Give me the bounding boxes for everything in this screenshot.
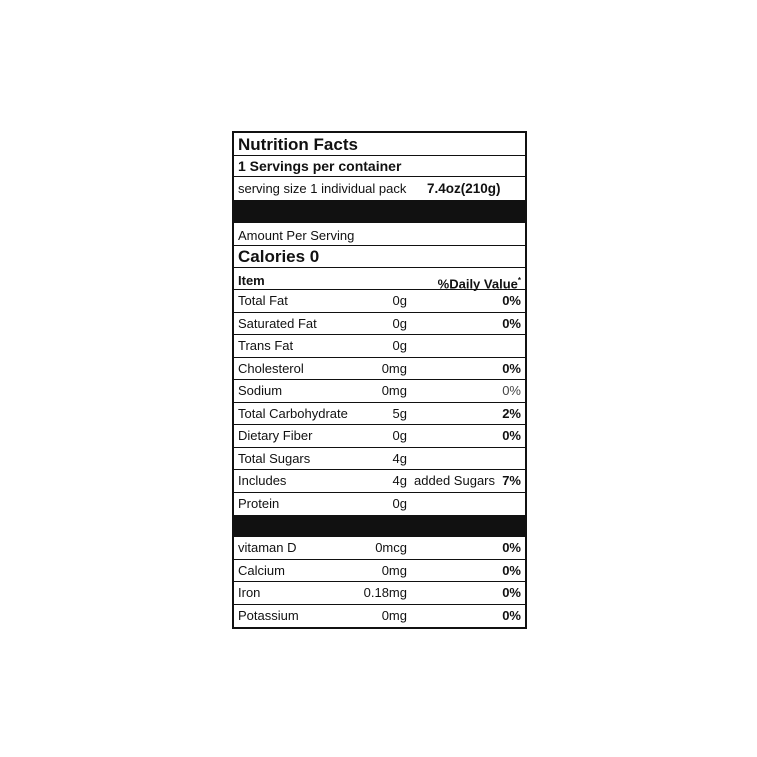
item-header: Item <box>238 273 265 288</box>
daily-value-percent: 7% <box>502 473 521 488</box>
nutrient-row <box>234 470 525 493</box>
nutrient-amount: 0g <box>392 495 407 511</box>
daily-value-percent: 0% <box>502 540 521 555</box>
nutrient-amount: 5g <box>392 405 407 421</box>
daily-value-percent: 0% <box>502 562 521 578</box>
daily-value-percent: 0% <box>502 607 521 623</box>
daily-value-percent: 2% <box>502 405 521 421</box>
daily-value-percent: 0% <box>502 360 521 376</box>
nutrient-row <box>234 403 525 426</box>
daily-value-header-text: %Daily Value <box>437 276 518 292</box>
nutrient-row <box>234 380 525 403</box>
nutrient-name: Saturated Fat <box>238 315 317 331</box>
vitamin-row <box>234 605 525 628</box>
daily-value-percent: 0% <box>502 585 521 600</box>
calories: Calories 0 <box>234 246 525 268</box>
nutrient-amount: 0g <box>392 315 407 331</box>
nutrient-amount: 4g <box>392 450 407 466</box>
nutrient-name: Cholesterol <box>238 360 304 376</box>
nutrition-facts-label <box>232 131 527 629</box>
daily-value-percent: 0% <box>502 315 521 331</box>
nutrient-amount: 4g <box>392 473 407 488</box>
nutrient-row <box>234 313 525 336</box>
nutrient-amount: 0mg <box>381 607 407 623</box>
serving-size-label: serving size 1 individual pack <box>238 181 407 196</box>
nutrient-row <box>234 448 525 471</box>
nutrient-row <box>234 335 525 358</box>
nutrient-name: vitaman D <box>238 540 297 555</box>
nutrient-name: Sodium <box>238 383 283 398</box>
nutrient-row <box>234 425 525 448</box>
nutrient-amount: 0mcg <box>375 540 407 555</box>
nutrient-amount: 0g <box>392 338 407 353</box>
nutrient-name: Total Sugars <box>238 450 311 466</box>
nutrient-amount: 0g <box>392 428 407 443</box>
nutrient-row <box>234 493 525 516</box>
nutrient-name: Protein <box>238 495 280 511</box>
nutrient-name: Total Fat <box>238 293 288 308</box>
vitamin-row <box>234 582 525 605</box>
nutrient-amount: 0mg <box>381 562 407 578</box>
daily-value-percent: 0% <box>502 428 521 443</box>
vitamin-row <box>234 560 525 583</box>
nutrient-name: Total Carbohydrate <box>238 405 348 421</box>
divider-bar-top <box>234 201 525 223</box>
nutrient-amount: 0g <box>392 293 407 308</box>
nutrient-name: Trans Fat <box>238 338 294 353</box>
vitamin-list <box>234 537 525 627</box>
nutrient-amount: 0mg <box>381 383 407 398</box>
nutrient-name: Calcium <box>238 562 285 578</box>
vitamin-row <box>234 537 525 560</box>
nutrient-name: Iron <box>238 585 261 600</box>
amount-per-serving: Amount Per Serving <box>234 223 525 246</box>
column-header-row <box>234 268 525 290</box>
nutrient-name: Includes <box>238 473 287 488</box>
servings-per-container: 1 Servings per container <box>234 156 525 177</box>
serving-size-value: 7.4oz(210g) <box>427 181 501 196</box>
nutrient-row <box>234 290 525 313</box>
nutrient-amount: 0mg <box>381 360 407 376</box>
serving-size-row <box>234 177 525 201</box>
divider-bar-bottom <box>234 515 525 537</box>
nutrient-amount: 0.18mg <box>363 585 407 600</box>
daily-value-percent: 0% <box>502 383 521 398</box>
footnote-mark: * <box>517 276 521 285</box>
nutrient-name: Dietary Fiber <box>238 428 313 443</box>
nutrient-list <box>234 290 525 515</box>
nutrient-name: Potassium <box>238 607 299 623</box>
daily-value-percent: 0% <box>502 293 521 308</box>
added-sugars-label: added Sugars <box>414 473 495 488</box>
label-title: Nutrition Facts <box>234 133 525 156</box>
nutrient-row <box>234 358 525 381</box>
